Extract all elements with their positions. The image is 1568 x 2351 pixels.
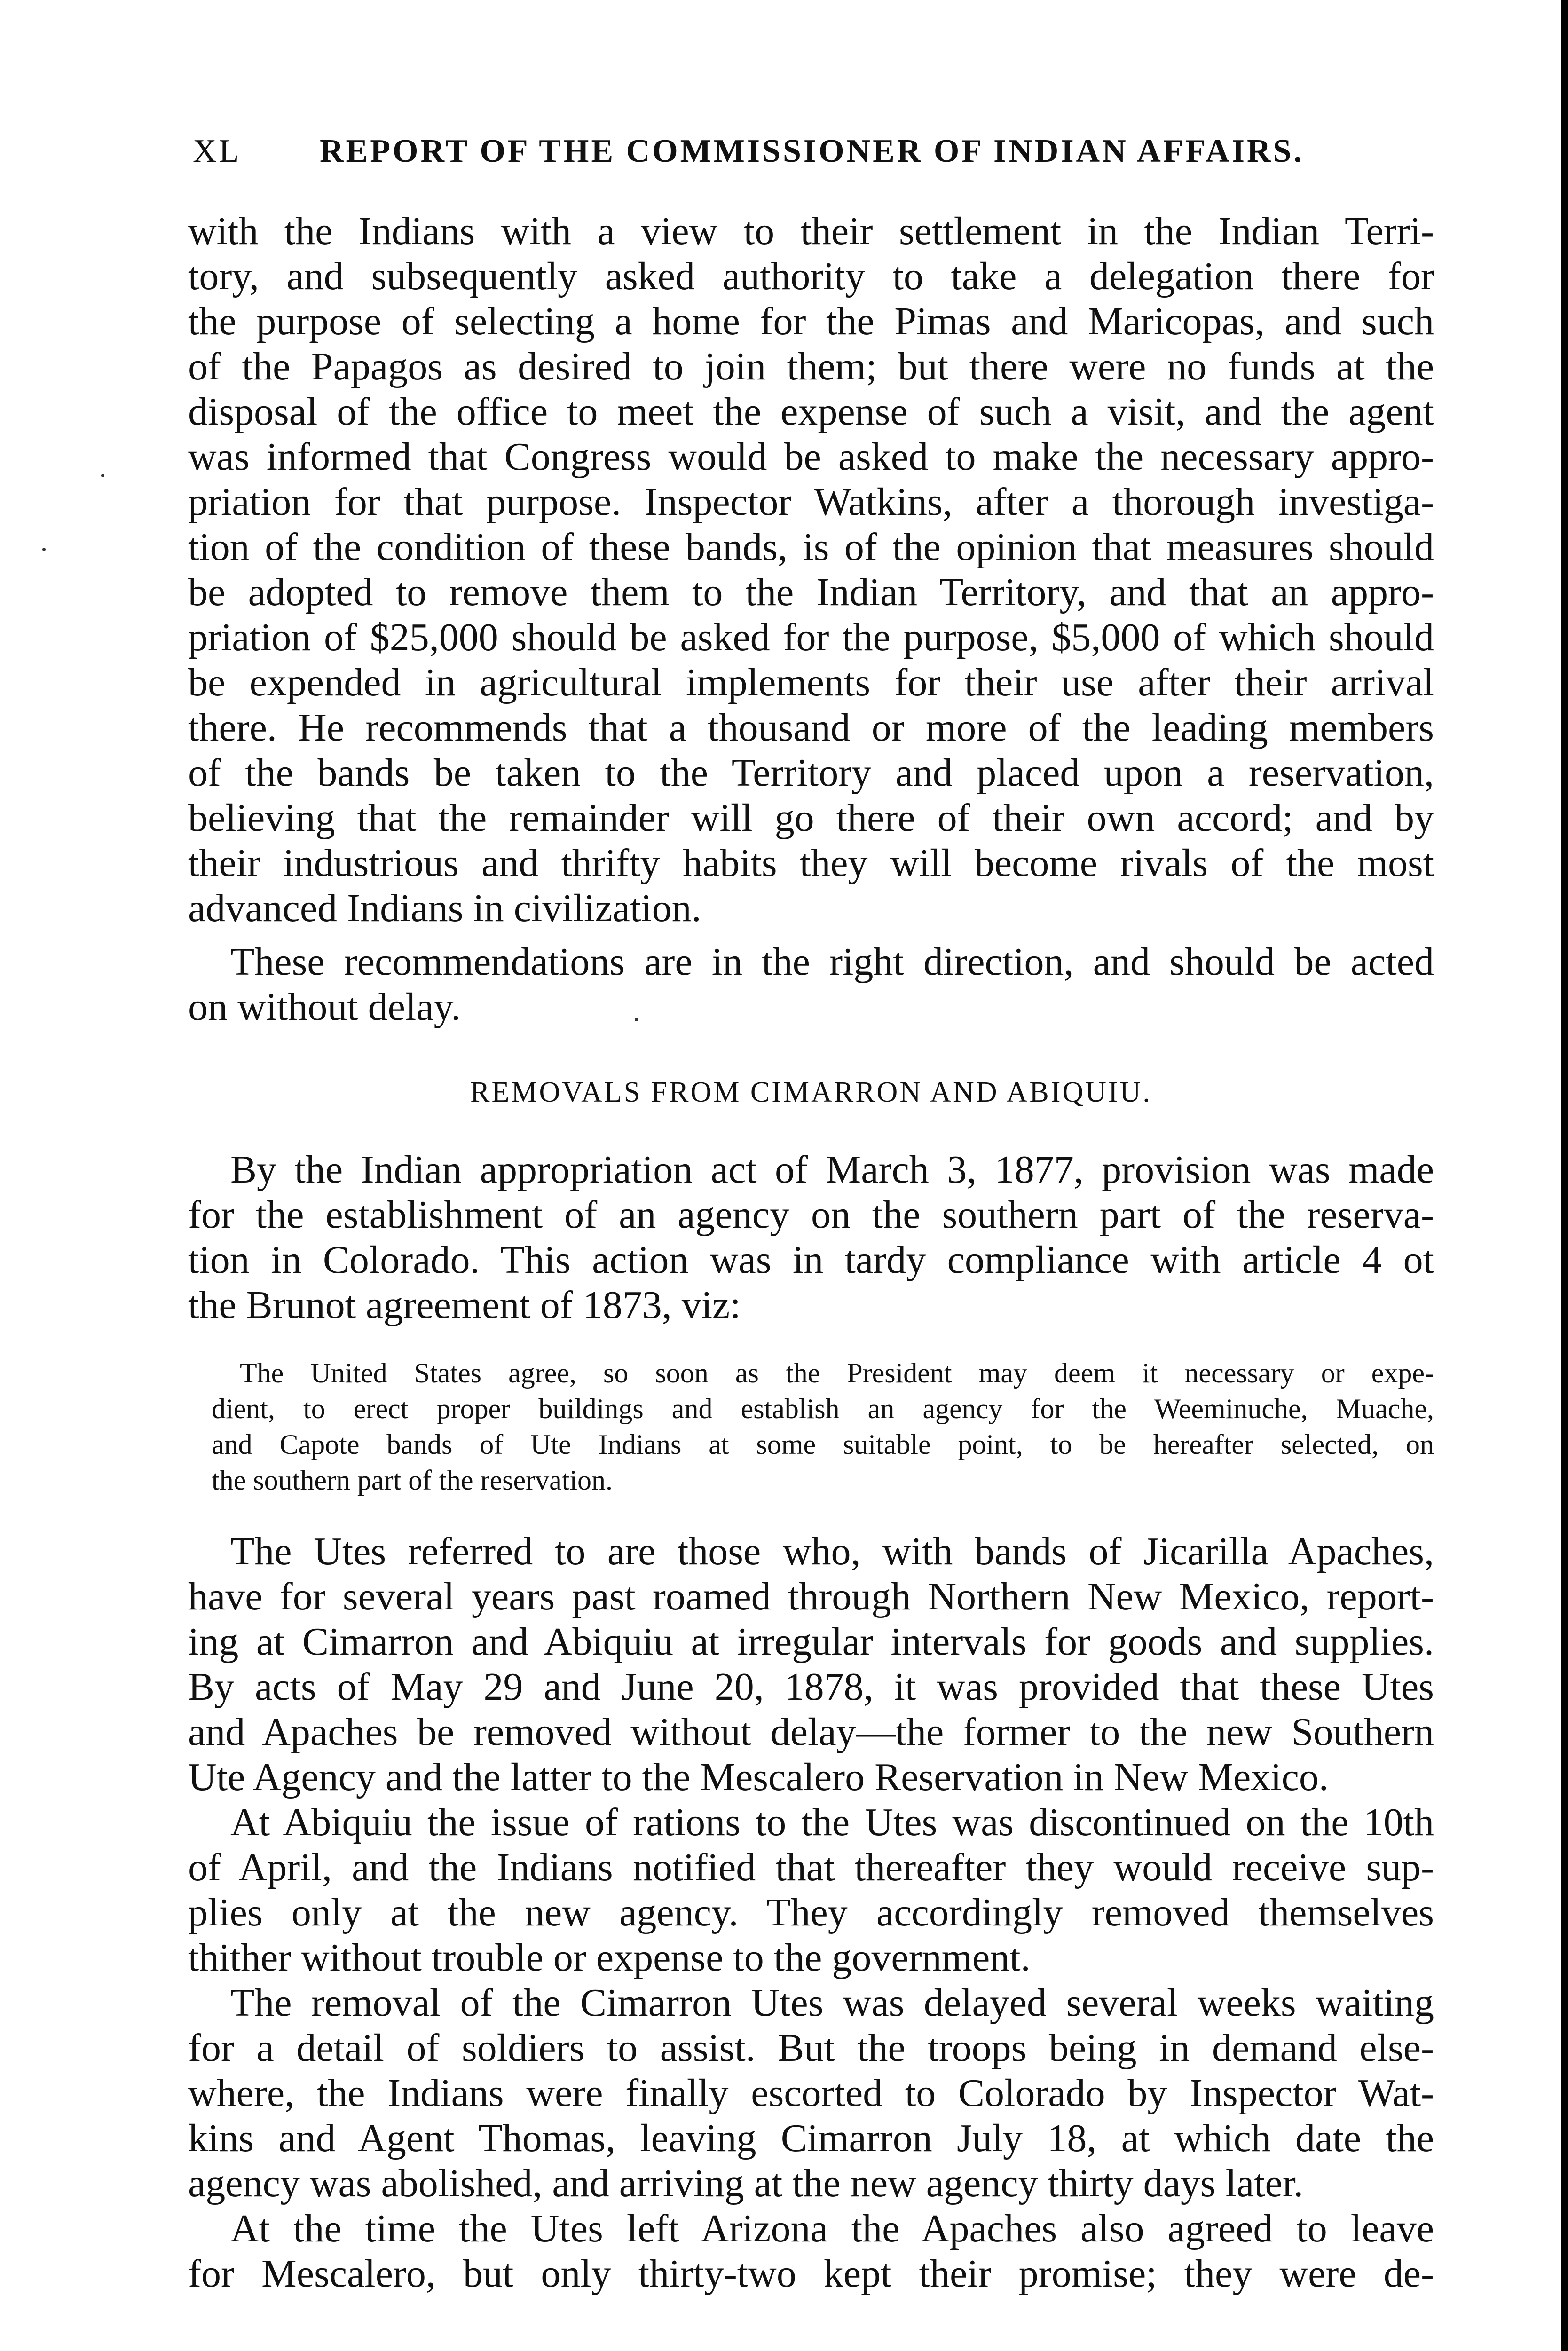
text-line: the purpose of selecting a home for the Pimas and Maricopas, and such bbox=[188, 300, 1434, 343]
text-line: thither without trouble or expense to the government. bbox=[188, 1936, 1031, 1980]
text-line: By the Indian appropriation act of March 3, 1877, provision was made bbox=[230, 1148, 1434, 1191]
text-line: disposal of the office to meet the expense of such a visit, and the agent bbox=[188, 390, 1434, 434]
text-line: and Apaches be removed without delay—the former to the new Southern bbox=[188, 1710, 1434, 1754]
running-title: REPORT OF THE COMMISSIONER OF INDIAN AFFAIRS. bbox=[320, 133, 1304, 169]
text-line: tion of the condition of these bands, is of the opinion that measures should bbox=[188, 525, 1434, 569]
quote-line: and Capote bands of Ute Indians at some suitable point, to be hereafter selected, on bbox=[212, 1429, 1434, 1460]
text-line: plies only at the new agency. They accordingly removed themselves bbox=[188, 1891, 1434, 1934]
text-line: tory, and subsequently asked authority to take a delegation there for bbox=[188, 254, 1434, 298]
text-line: there. He recommends that a thousand or more of the leading members bbox=[188, 706, 1434, 749]
text-line: By acts of May 29 and June 20, 1878, it was provided that these Utes bbox=[188, 1665, 1434, 1709]
text-line: tion in Colorado. This action was in tardy compliance with article 4 ot bbox=[188, 1238, 1434, 1282]
text-line: ing at Cimarron and Abiquiu at irregular intervals for goods and supplies. bbox=[188, 1620, 1434, 1664]
text-line: their industrious and thrifty habits they will become rivals of the most bbox=[188, 841, 1434, 885]
text-line: was informed that Congress would be asked to make the necessary appro- bbox=[188, 435, 1434, 479]
text-line: of the Papagos as desired to join them; but there were no funds at the bbox=[188, 345, 1434, 388]
text-line: where, the Indians were finally escorted to Colorado by Inspector Wat- bbox=[188, 2071, 1434, 2115]
scan-speck bbox=[101, 474, 104, 477]
text-line: The Utes referred to are those who, with bands of Jicarilla Apaches, bbox=[230, 1530, 1434, 1573]
text-line: the Brunot agreement of 1873, viz: bbox=[188, 1283, 741, 1327]
text-line: have for several years past roamed through Northern New Mexico, report- bbox=[188, 1575, 1434, 1618]
text-line: for a detail of soldiers to assist. But the troops being in demand else- bbox=[188, 2026, 1434, 2070]
text-line: agency was abolished, and arriving at the new agency thirty days later. bbox=[188, 2162, 1304, 2205]
text-line: of the bands be taken to the Territory and placed upon a reservation, bbox=[188, 751, 1434, 795]
text-line: Ute Agency and the latter to the Mescalero Reservation in New Mexico. bbox=[188, 1755, 1329, 1799]
page-folio: XL bbox=[193, 133, 242, 169]
section-heading: REMOVALS FROM CIMARRON AND ABIQUIU. bbox=[470, 1076, 1152, 1108]
text-line: At Abiquiu the issue of rations to the Utes was discontinued on the 10th bbox=[230, 1800, 1434, 1844]
text-line: be adopted to remove them to the Indian Territory, and that an appro- bbox=[188, 570, 1434, 614]
quote-line: dient, to erect proper buildings and establish an agency for the Weeminuche, Muache, bbox=[212, 1393, 1434, 1424]
text-line: on without delay. bbox=[188, 985, 461, 1029]
text-line: The removal of the Cimarron Utes was delayed several weeks waiting bbox=[230, 1981, 1434, 2025]
text-line: for Mescalero, but only thirty-two kept their promise; they were de- bbox=[188, 2252, 1434, 2296]
text-line: for the establishment of an agency on the southern part of the reserva- bbox=[188, 1193, 1434, 1237]
text-line: be expended in agricultural implements for their use after their arrival bbox=[188, 661, 1434, 704]
text-line: kins and Agent Thomas, leaving Cimarron July 18, at which date the bbox=[188, 2116, 1434, 2160]
text-line: believing that the remainder will go there of their own accord; and by bbox=[188, 796, 1434, 840]
quote-line: The United States agree, so soon as the President may deem it necessary or expe- bbox=[240, 1357, 1434, 1389]
running-header bbox=[193, 128, 1321, 175]
scan-speck bbox=[42, 548, 46, 551]
text-line: priation of $25,000 should be asked for the purpose, $5,000 of which should bbox=[188, 615, 1434, 659]
text-line: with the Indians with a view to their settlement in the Indian Terri- bbox=[188, 209, 1434, 253]
scan-edge-right bbox=[1561, 0, 1568, 2351]
text-line: of April, and the Indians notified that thereafter they would receive sup- bbox=[188, 1846, 1434, 1889]
text-line: priation for that purpose. Inspector Watkins, after a thorough investiga- bbox=[188, 480, 1434, 524]
quote-line: the southern part of the reservation. bbox=[212, 1465, 613, 1496]
text-line: advanced Indians in civilization. bbox=[188, 886, 701, 930]
text-line: At the time the Utes left Arizona the Apaches also agreed to leave bbox=[230, 2207, 1434, 2250]
text-line: These recommendations are in the right direction, and should be acted bbox=[230, 940, 1434, 984]
